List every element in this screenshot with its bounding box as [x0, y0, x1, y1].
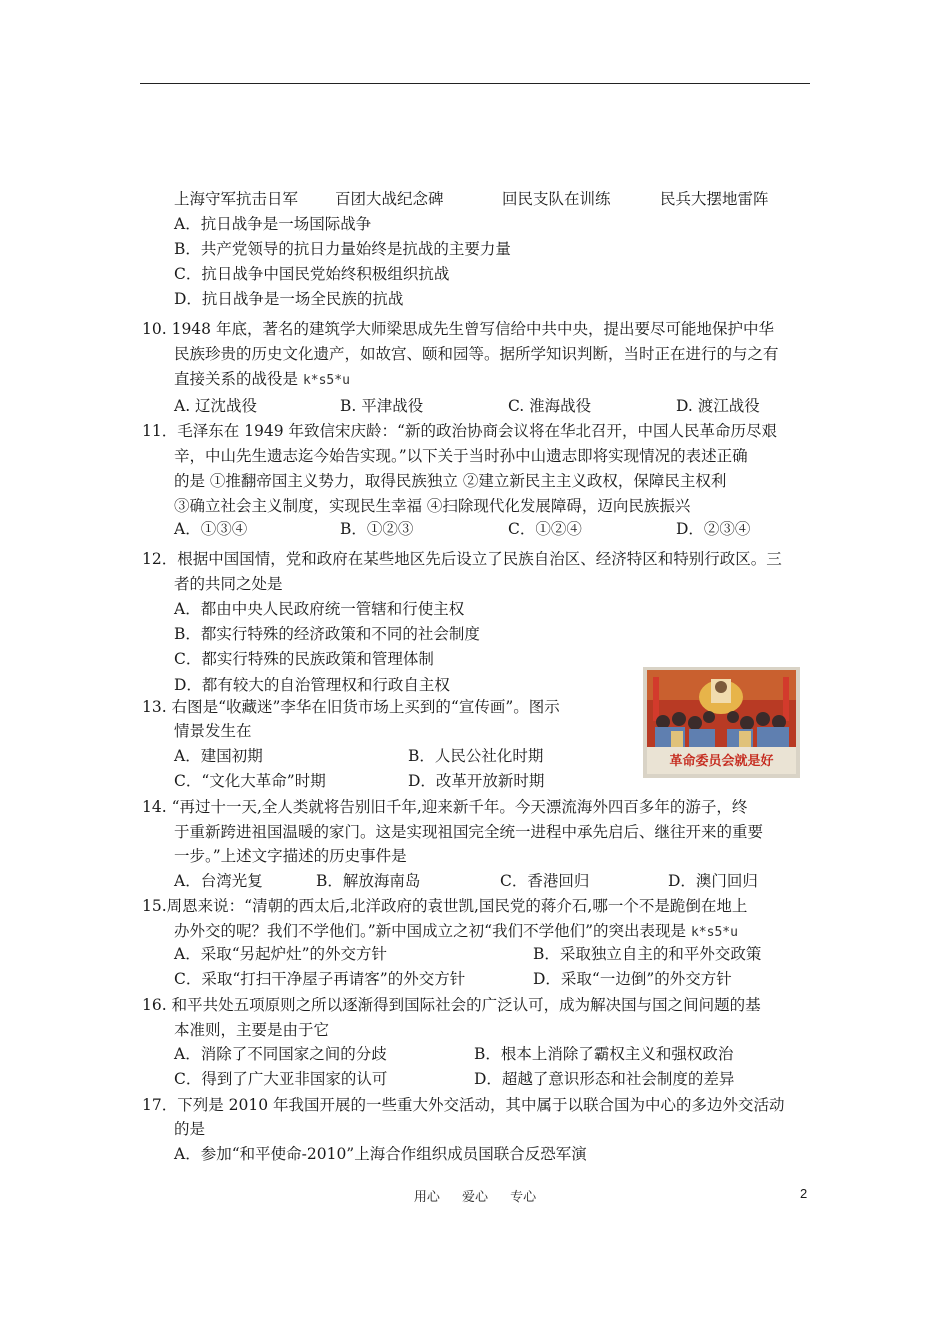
q12-option-c: C．都实行特殊的民族政策和管理体制	[174, 650, 434, 668]
q15-watermark: k*s5*u	[690, 925, 738, 940]
q14-option-c: C．香港回归	[500, 872, 590, 890]
q9-caption-1: 上海守军抗击日军	[174, 190, 299, 208]
q11-option-b: B．①②③	[340, 520, 414, 538]
q11-text-4: ③确立社会主义制度，实现民生幸福 ④扫除现代化发展障碍，迈向民族振兴	[174, 497, 691, 515]
q13-option-b: B．人民公社化时期	[408, 747, 544, 765]
q9-caption-3: 回民支队在训练	[502, 190, 611, 208]
q16-text-2: 本准则，主要是由于它	[174, 1021, 330, 1039]
q13-option-d: D．改革开放新时期	[408, 772, 545, 790]
poster-slogan: 革命委员会就是好	[669, 754, 774, 769]
q9-option-d: D．抗日战争是一场全民族的抗战	[174, 290, 404, 308]
q11-text-2: 辛，中山先生遗志迄今始告实现。”以下关于当时孙中山遗志即将实现情况的表述正确	[174, 447, 748, 465]
footer-word-1: 用心	[413, 1190, 440, 1205]
q16-text-1: 16. 和平共处五项原则之所以逐渐得到国际社会的广泛认可，成为解决国与国之间问题的基	[142, 996, 761, 1014]
q10-watermark: k*s5*u	[302, 373, 350, 388]
page-number: 2	[800, 1186, 808, 1201]
footer-word-2: 爱心	[461, 1190, 488, 1205]
q16-option-a: A．消除了不同国家之间的分歧	[174, 1045, 387, 1063]
q9-caption-4: 民兵大摆地雷阵	[660, 190, 769, 208]
footer-word-3: 专心	[510, 1190, 537, 1205]
q15-text-1: 15.周恩来说：“清朝的西太后,北洋政府的袁世凯,国民党的蒋介石,哪一个不是跪倒在地上	[142, 897, 748, 915]
q11-text-3: 的是 ①推翻帝国主义势力，取得民族独立 ②建立新民主主义政权，保障民主权利	[174, 472, 727, 490]
q11-text-1: 11．毛泽东在 1949 年致信宋庆龄：“新的政治协商会议将在华北召开，中国人民革命历尽艰	[142, 422, 777, 440]
q11-option-a: A．①③④	[174, 520, 248, 538]
header-rule	[140, 83, 810, 84]
q13-option-a: A．建国初期	[174, 747, 263, 765]
q14-text-2: 于重新跨进祖国温暖的家门。这是实现祖国完全统一进程中承先启后、继往开来的重要	[174, 823, 764, 841]
q12-option-d: D．都有较大的自治管理权和行政自主权	[174, 676, 450, 694]
q12-text-2: 者的共同之处是	[174, 575, 283, 593]
q11-option-c: C．①②④	[508, 520, 582, 538]
q15-option-c: C．采取“打扫干净屋子再请客”的外交方针	[174, 970, 466, 988]
q10-text-3: 直接关系的战役是 k*s5*u	[174, 370, 350, 388]
page-footer	[0, 1186, 950, 1205]
q13-text-2: 情景发生在	[174, 722, 252, 740]
q15-option-a: A．采取“另起炉灶”的外交方针	[174, 945, 388, 963]
q13-text-1: 13. 右图是“收藏迷”李华在旧货市场上买到的“宣传画”。图示	[142, 698, 560, 716]
q17-option-a: A．参加“和平使命-2010”上海合作组织成员国联合反恐军演	[174, 1145, 587, 1163]
q9-option-a: A．抗日战争是一场国际战争	[174, 215, 372, 233]
q14-option-a: A．台湾光复	[174, 872, 263, 890]
q17-text-1: 17．下列是 2010 年我国开展的一些重大外交活动，其中属于以联合国为中心的多边外交活动	[142, 1096, 785, 1114]
q10-option-d: D. 渡江战役	[676, 397, 760, 415]
q10-text-2: 民族珍贵的历史文化遗产，如故宫、颐和园等。据所学知识判断，当时正在进行的与之有	[174, 345, 779, 363]
q9-caption-2: 百团大战纪念碑	[335, 190, 444, 208]
q15-option-b: B．采取独立自主的和平外交政策	[533, 945, 762, 963]
q16-option-d: D．超越了意识形态和社会制度的差异	[474, 1070, 735, 1088]
q13-option-c: C．“文化大革命”时期	[174, 772, 326, 790]
q14-text-3: 一步。”上述文字描述的历史事件是	[174, 847, 407, 865]
q16-option-c: C．得到了广大亚非国家的认可	[174, 1070, 388, 1088]
q10-option-b: B. 平津战役	[340, 397, 424, 415]
q14-option-d: D．澳门回归	[668, 872, 758, 890]
q10-text-1: 10. 1948 年底，著名的建筑学大师梁思成先生曾写信给中共中央，提出要尽可能地保护中华	[142, 320, 774, 338]
q10-option-c: C. 淮海战役	[508, 397, 592, 415]
q12-option-a: A．都由中央人民政府统一管辖和行使主权	[174, 600, 465, 618]
q12-option-b: B．都实行特殊的经济政策和不同的社会制度	[174, 625, 480, 643]
q9-option-b: B．共产党领导的抗日力量始终是抗战的主要力量	[174, 240, 511, 258]
q17-text-2: 的是	[174, 1120, 206, 1138]
q15-option-d: D．采取“一边倒”的外交方针	[533, 970, 732, 988]
propaganda-poster-image	[643, 667, 800, 778]
q11-option-d: D．②③④	[676, 520, 751, 538]
q9-option-c: C．抗日战争中国民党始终积极组织抗战	[174, 265, 450, 283]
q14-option-b: B．解放海南岛	[316, 872, 421, 890]
q14-text-1: 14. “再过十一天,全人类就将告别旧千年,迎来新千年。今天漂流海外四百多年的游子，终	[142, 798, 748, 816]
q15-text-2: 办外交的呢？我们不学他们。”新中国成立之初“我们不学他们”的突出表现是 k*s5*u	[174, 922, 738, 940]
q16-option-b: B．根本上消除了霸权主义和强权政治	[474, 1045, 734, 1063]
q12-text-1: 12．根据中国国情，党和政府在某些地区先后设立了民族自治区、经济特区和特别行政区。三	[142, 550, 782, 568]
q10-option-a: A. 辽沈战役	[174, 397, 258, 415]
